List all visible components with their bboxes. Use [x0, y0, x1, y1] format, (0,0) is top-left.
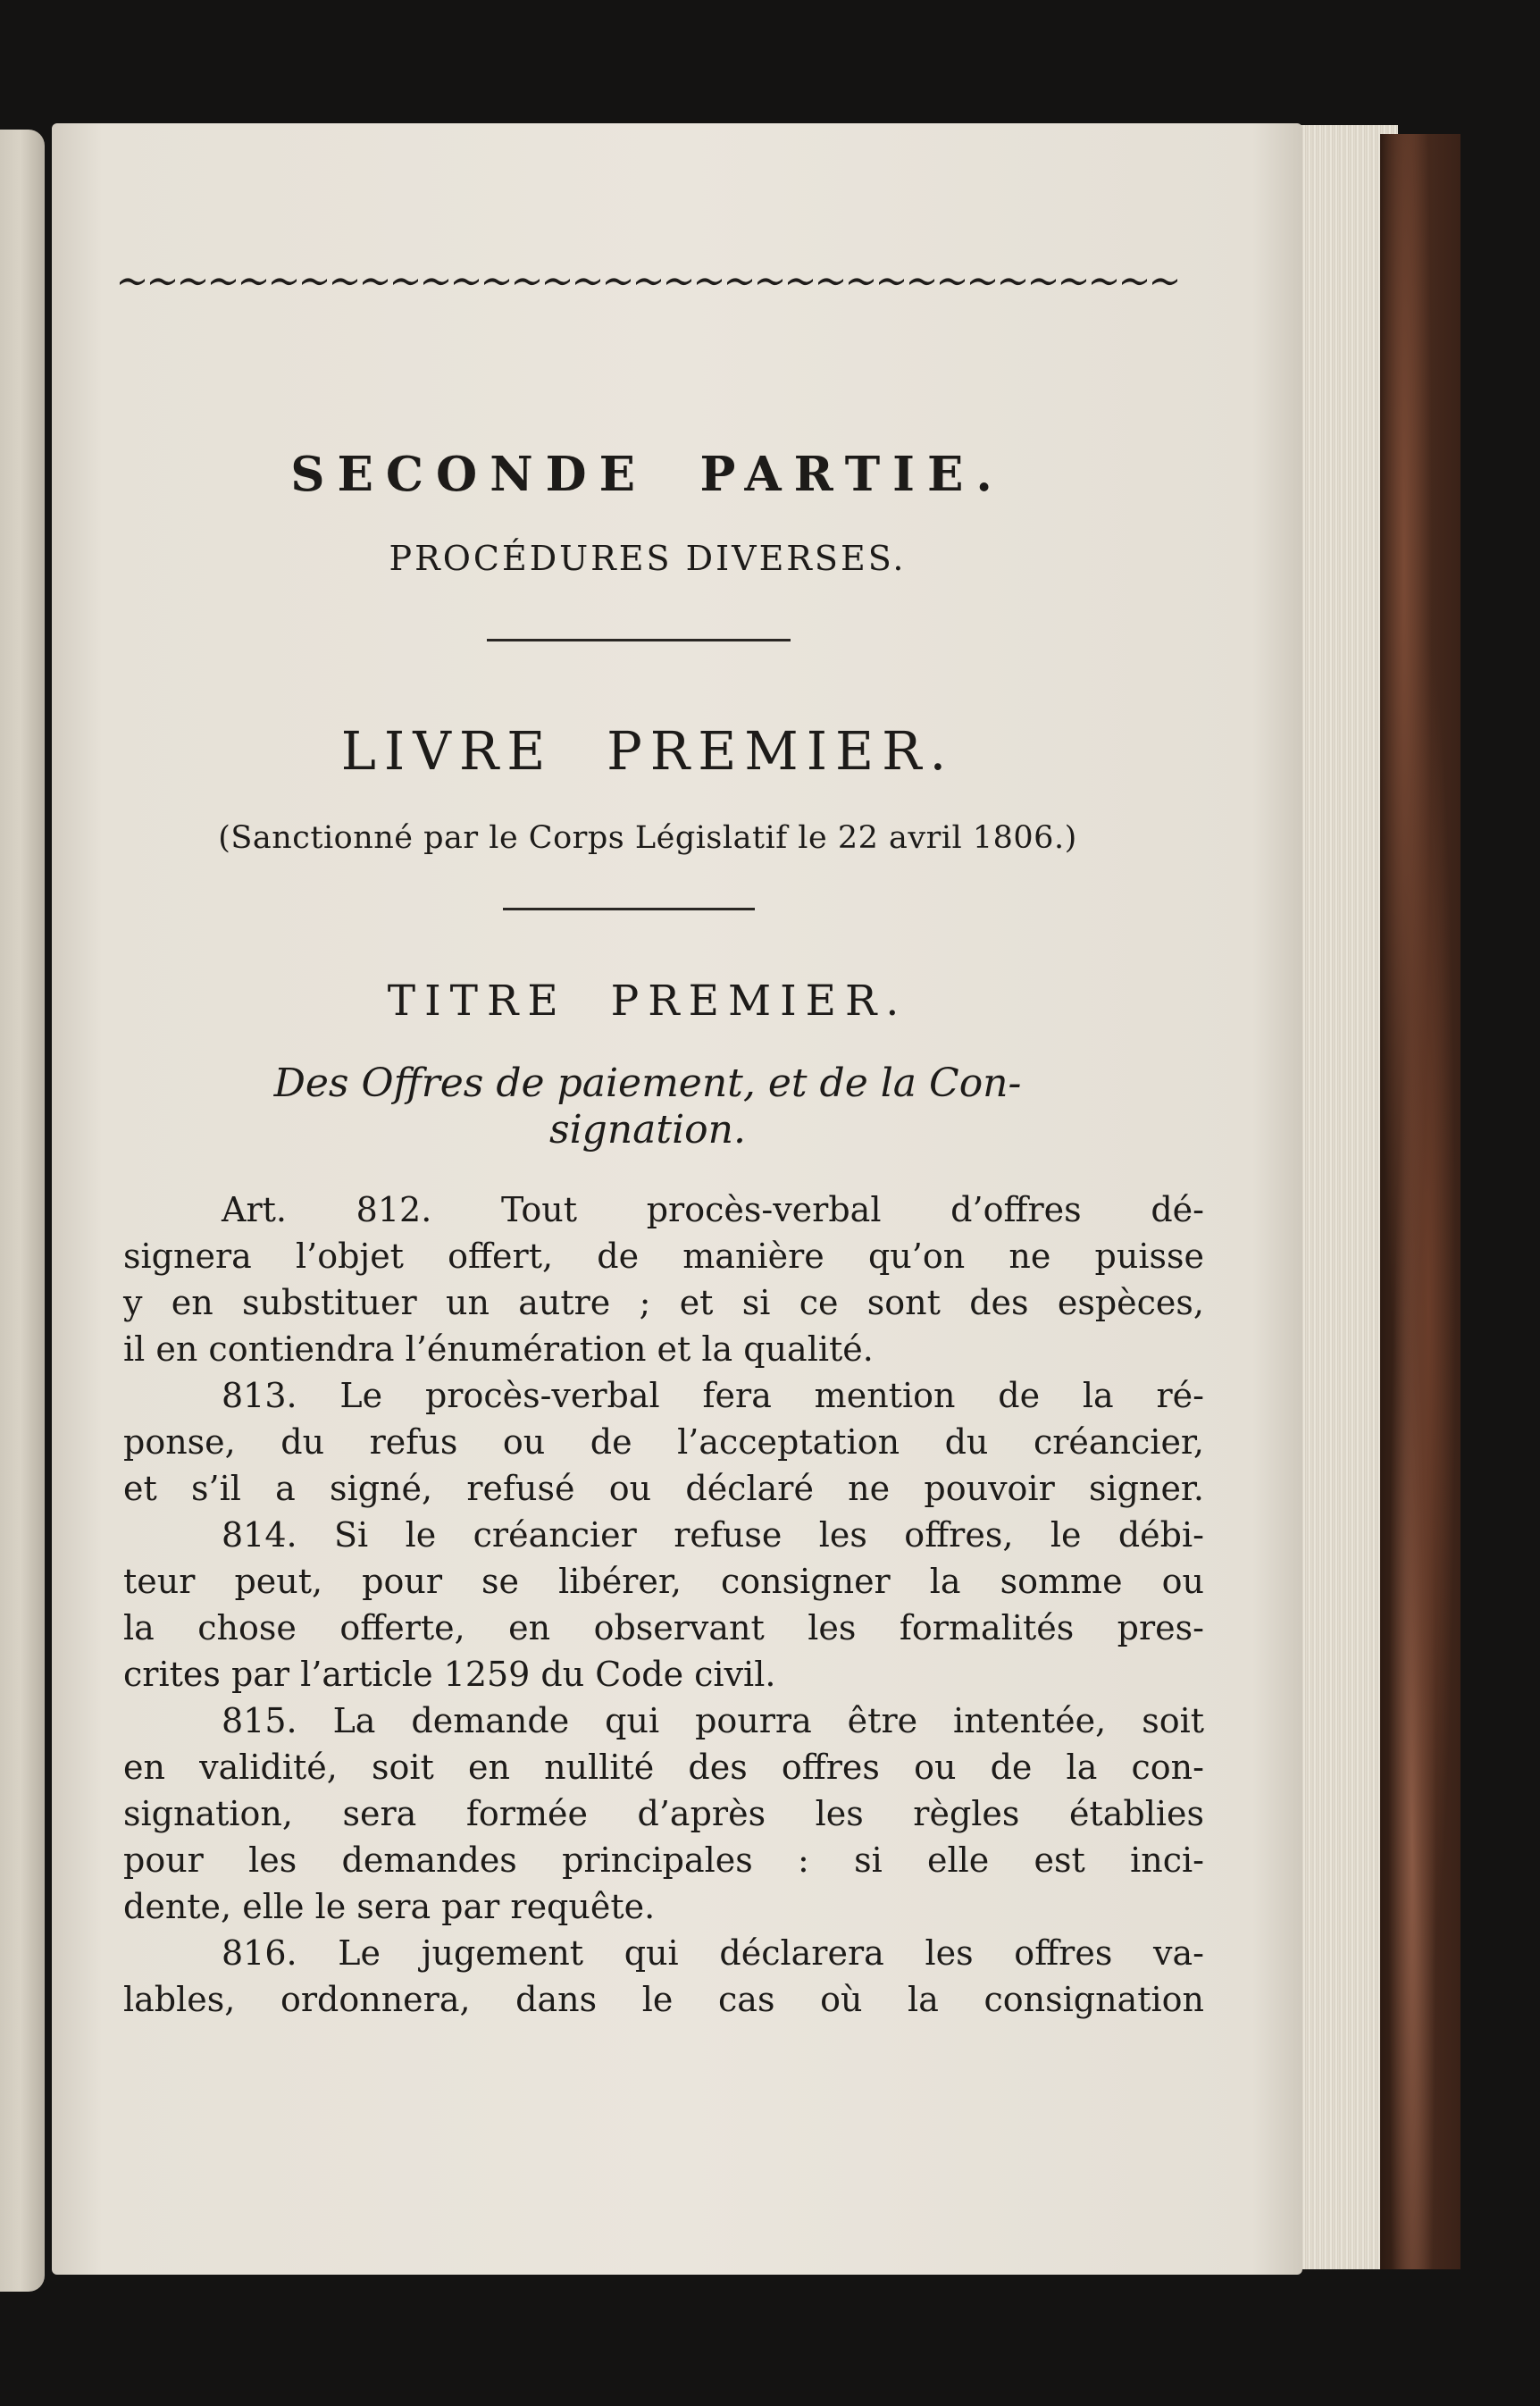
- divider-rule: [487, 639, 791, 641]
- ornament-mark: [241, 278, 266, 285]
- text-line: la chose offerte, en observant les formalités pres-: [123, 1608, 1204, 1647]
- ornament-mark: [970, 278, 995, 285]
- text-line: ponse, du refus ou de l’acceptation du créancier,: [123, 1422, 1204, 1462]
- text-line: signera l’objet offert, de manière qu’on ne puisse: [123, 1237, 1204, 1276]
- ornament-mark: [120, 278, 145, 285]
- ornament-mark: [1061, 278, 1086, 285]
- ornament-mark: [1092, 278, 1117, 285]
- text-line: et s’il a signé, refusé ou déclaré ne pouvoir signer.: [123, 1469, 1204, 1508]
- part-title: SECONDE PARTIE.: [290, 447, 1005, 502]
- text-line: y en substituer un autre ; et si ce sont des espèces,: [123, 1283, 1204, 1322]
- text-line: signation, sera formée d’après les règles établies: [123, 1794, 1204, 1833]
- text-line: lables, ordonnera, dans le cas où la consignation: [123, 1980, 1204, 2019]
- text-line: en validité, soit en nullité des offres ou de la con-: [123, 1748, 1204, 1787]
- ornament-mark: [302, 278, 327, 285]
- ornament-mark: [1031, 278, 1056, 285]
- titre-subject: [116, 1060, 1179, 1153]
- text-line: teur peut, pour se libérer, consigner la somme ou: [123, 1562, 1204, 1601]
- ornament-mark: [788, 278, 813, 285]
- text-line: Art. 812. Tout procès-verbal d’offres dé-: [222, 1190, 1204, 1229]
- ornament-mark: [484, 278, 509, 285]
- ornament-mark: [423, 278, 448, 285]
- text-line: 814. Si le créancier refuse les offres, le débi-: [222, 1515, 1204, 1555]
- ornament-mark: [393, 278, 418, 285]
- ornament-mark: [697, 278, 722, 285]
- divider-rule: [503, 908, 755, 910]
- book-page: [52, 123, 1302, 2275]
- part-subtitle: PROCÉDURES DIVERSES.: [389, 539, 907, 578]
- ornament-mark: [272, 278, 297, 285]
- text-line: dente, elle le sera par requête.: [123, 1887, 656, 1926]
- ornament-mark: [545, 278, 570, 285]
- ornament-mark: [818, 278, 843, 285]
- sanction-note: (Sanctionné par le Corps Législatif le 22 avril 1806.): [218, 820, 1077, 856]
- article-text: [123, 1186, 1204, 2023]
- ornament-mark: [332, 278, 357, 285]
- ornament-mark: [849, 278, 874, 285]
- subject-line: signation.: [549, 1107, 746, 1153]
- facing-page-edge: [0, 130, 45, 2292]
- marbled-cover: [1380, 134, 1460, 2269]
- ornament-mark: [666, 278, 691, 285]
- text-line: 816. Le jugement qui déclarera les offres va-: [222, 1933, 1204, 1973]
- ornament-mark: [575, 278, 600, 285]
- text-line: 813. Le procès-verbal fera mention de la ré-: [222, 1376, 1204, 1415]
- ornament-mark: [606, 278, 631, 285]
- ornamental-rule: [116, 273, 1177, 289]
- ornament-mark: [940, 278, 965, 285]
- text-line: il en contiendra l’énumération et la qualité.: [123, 1329, 874, 1369]
- ornament-mark: [757, 278, 783, 285]
- ornament-mark: [727, 278, 752, 285]
- text-line: crites par l’article 1259 du Code civil.: [123, 1655, 776, 1694]
- ornament-mark: [515, 278, 540, 285]
- ornament-mark: [909, 278, 934, 285]
- titre-heading: TITRE PREMIER.: [387, 977, 908, 1026]
- ornament-mark: [1000, 278, 1025, 285]
- ornament-mark: [180, 278, 205, 285]
- ornament-mark: [879, 278, 904, 285]
- book-title: LIVRE PREMIER.: [340, 720, 955, 782]
- ornament-mark: [1152, 278, 1177, 285]
- ornament-mark: [454, 278, 479, 285]
- ornament-mark: [636, 278, 661, 285]
- ornament-mark: [363, 278, 388, 285]
- ornament-mark: [150, 278, 175, 285]
- subject-line: Des Offres de paiement, et de la Con-: [273, 1060, 1022, 1106]
- text-line: pour les demandes principales : si elle est inci-: [123, 1840, 1204, 1880]
- ornament-mark: [211, 278, 236, 285]
- text-line: 815. La demande qui pourra être intentée, soit: [222, 1701, 1204, 1740]
- ornament-mark: [1122, 278, 1147, 285]
